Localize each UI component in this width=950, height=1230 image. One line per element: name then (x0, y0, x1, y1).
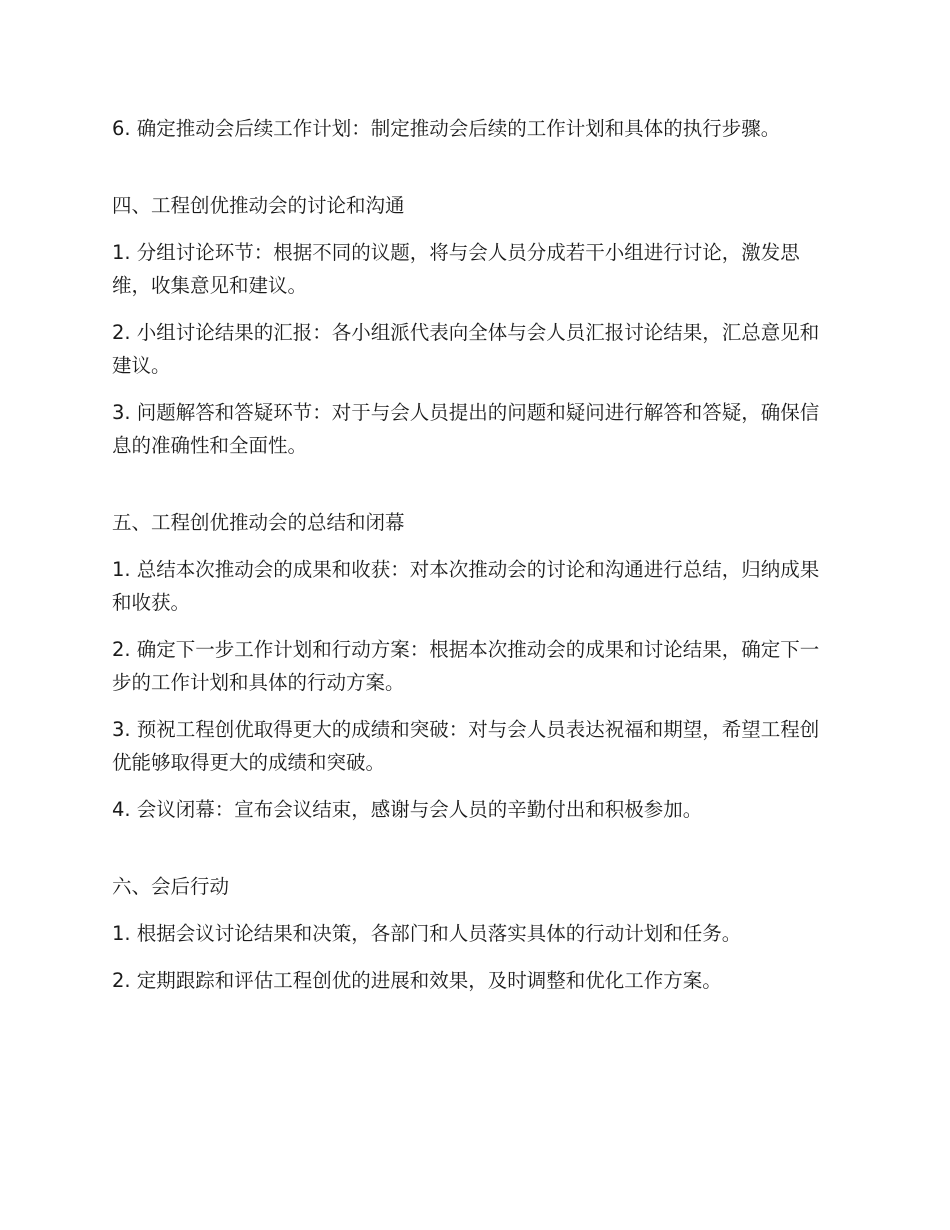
list-item: 1. 总结本次推动会的成果和收获：对本次推动会的讨论和沟通进行总结，归纳成果和收获。 (112, 558, 820, 614)
list-item: 3. 问题解答和答疑环节：对于与会人员提出的问题和疑问进行解答和答疑，确保信息的准确性和全面性。 (112, 401, 820, 457)
list-item: 1. 分组讨论环节：根据不同的议题，将与会人员分成若干小组进行讨论，激发思维，收集意见和建议。 (112, 241, 800, 297)
section-heading: 五、工程创优推动会的总结和闭幕 (112, 511, 405, 534)
list-item: 6. 确定推动会后续工作计划：制定推动会后续的工作计划和具体的执行步骤。 (112, 117, 781, 140)
list-item: 2. 小组讨论结果的汇报：各小组派代表向全体与会人员汇报讨论结果，汇总意见和建议。 (112, 321, 820, 377)
list-item: 4. 会议闭幕：宣布会议结束，感谢与会人员的辛勤付出和积极参加。 (112, 798, 703, 821)
section-heading: 四、工程创优推动会的讨论和沟通 (112, 194, 405, 217)
list-item: 1. 根据会议讨论结果和决策，各部门和人员落实具体的行动计划和任务。 (112, 922, 742, 945)
section-heading: 六、会后行动 (112, 875, 230, 898)
list-item: 2. 定期跟踪和评估工程创优的进展和效果，及时调整和优化工作方案。 (112, 969, 722, 992)
document-body (112, 112, 837, 1011)
list-item: 2. 确定下一步工作计划和行动方案：根据本次推动会的成果和讨论结果，确定下一步的工作计划和具体的行动方案。 (112, 638, 820, 694)
list-item: 3. 预祝工程创优取得更大的成绩和突破：对与会人员表达祝福和期望，希望工程创优能够取得更大的成绩和突破。 (112, 718, 820, 774)
